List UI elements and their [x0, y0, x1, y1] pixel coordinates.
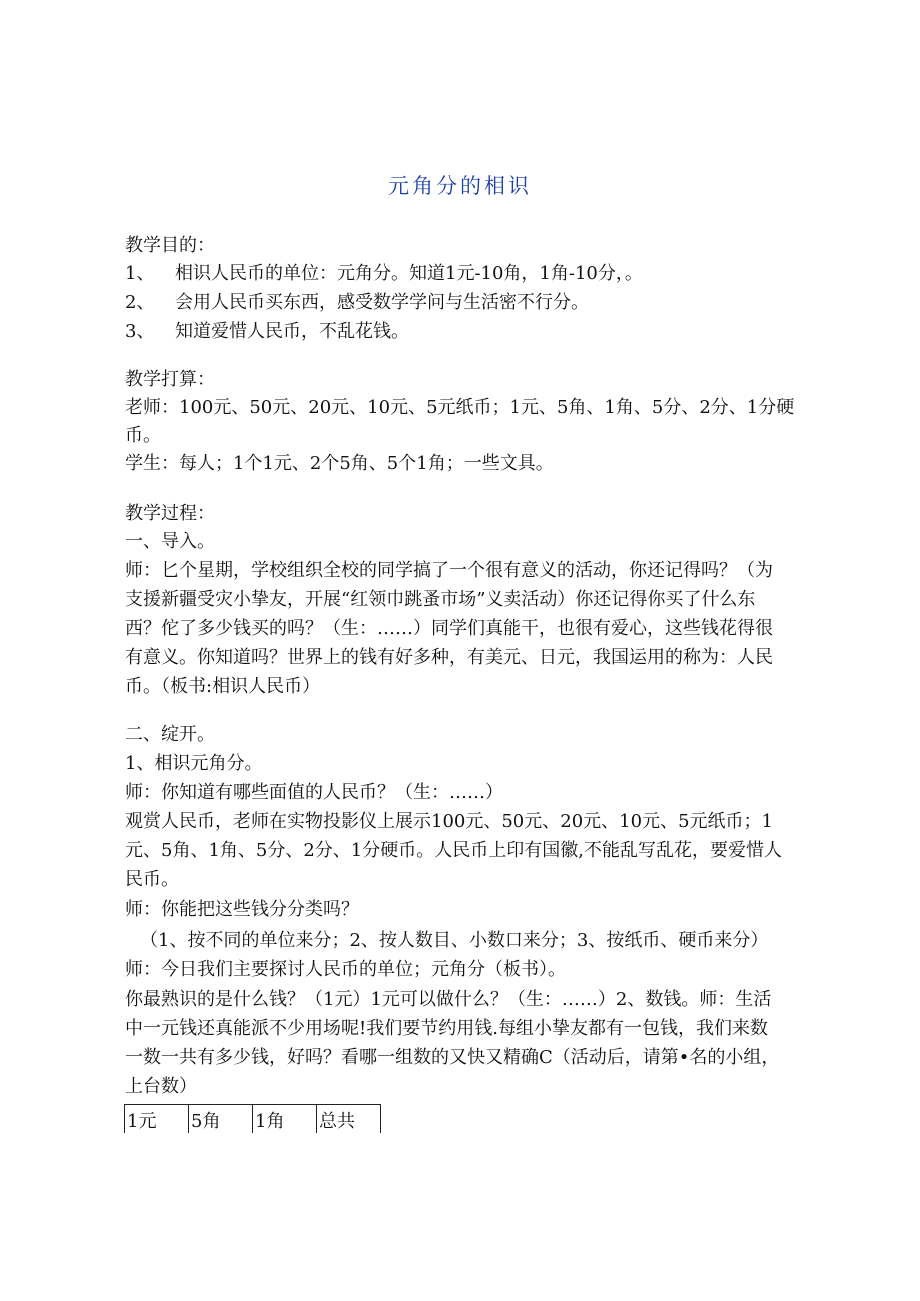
money-count-table	[124, 1104, 381, 1133]
intro-paragraph-line: 有意义。你知道吗？世界上的钱有好多种，有美元、日元，我国运用的称为：人民	[125, 647, 773, 668]
intro-paragraph-line: 币。（板书:相识人民币）	[125, 676, 321, 697]
section2-line: 一数一共有多少钱，好吗？看哪一组数的又快又精确C（活动后，请第•名的小组，	[125, 1047, 780, 1068]
section2-line: 师：今日我们主要探讨人民币的单位；元角分（板书）。	[125, 959, 566, 980]
section2-line: 元、5角、1角、5分、2分、1分硬币。人民币上印有国徽,不能乱写乱花，要爱惜人	[125, 840, 782, 861]
section2-line: 1、相识元角分。	[125, 753, 263, 774]
table-header-cell: 1角	[253, 1105, 317, 1134]
preparation-line: 学生：每人；1个1元、2个5角、5个1角；一些文具。	[125, 453, 554, 474]
objective-item	[125, 318, 409, 346]
section2-line: （1、按不同的单位来分；2、按人数目、小数口来分；3、按纸币、硬币来分）	[140, 930, 769, 951]
intro-heading: 一、导入。	[125, 531, 215, 552]
section2-line: 上台数）	[125, 1076, 197, 1097]
objective-item	[125, 260, 643, 288]
objective-text: 知道爱惜人民币，不乱花钱。	[175, 321, 409, 342]
section2-line: 中一元钱还真能派不少用场呢!我们要节约用钱.每组小挚友都有一包钱，我们来数	[125, 1018, 768, 1039]
table-row	[125, 1105, 381, 1134]
intro-paragraph-line: 西？佗了多少钱买的吗？（生：……）同学们真能干，也很有爱心，这些钱花得很	[125, 618, 773, 639]
objective-item	[125, 289, 589, 317]
objective-text: 相识人民币的单位：元角分。知道1元-10角，1角-10分，。	[175, 263, 643, 284]
objective-number: 3、	[125, 321, 155, 342]
intro-paragraph-line: 师：匕个星期，学校组织全校的同学搞了一个很有意义的活动，你还记得吗？（为	[125, 560, 773, 581]
objective-number: 2、	[125, 292, 155, 313]
preparation-line: 币。	[125, 425, 161, 446]
section2-line: 师：你知道有哪些面值的人民币？（生：……）	[125, 782, 503, 803]
section2-heading: 二、绽开。	[125, 724, 215, 745]
table-header-cell: 5角	[189, 1105, 253, 1134]
document-title: 元角分的相识	[388, 174, 532, 198]
section2-line: 观赏人民币，老师在实物投影仪上展示100元、50元、20元、10元、5元纸币；1	[125, 811, 773, 832]
process-heading: 教学过程：	[125, 503, 215, 524]
preparation-line: 老师：100元、50元、20元、10元、5元纸币；1元、5角、1角、5分、2分、1分硬	[125, 397, 795, 418]
objective-text: 会用人民币买东西，感受数学学问与生活密不行分。	[175, 292, 589, 313]
table-header-cell: 总共	[317, 1105, 381, 1134]
section2-line: 师：你能把这些钱分分类吗？	[125, 899, 359, 920]
objective-number: 1、	[125, 263, 155, 284]
preparation-heading: 教学打算：	[125, 369, 215, 390]
section2-line: 民币。	[125, 869, 179, 890]
table-header-cell: 1元	[125, 1105, 189, 1134]
section2-line: 你最熟识的是什么钱？（1元）1元可以做什么？（生：……）2、数钱。师：生活	[125, 989, 772, 1010]
intro-paragraph-line: 支援新疆受灾小挚友，开展“红领巾跳蚤市场”义卖活动）你还记得你买了什么东	[125, 589, 756, 610]
objectives-heading: 教学目的：	[125, 235, 215, 256]
